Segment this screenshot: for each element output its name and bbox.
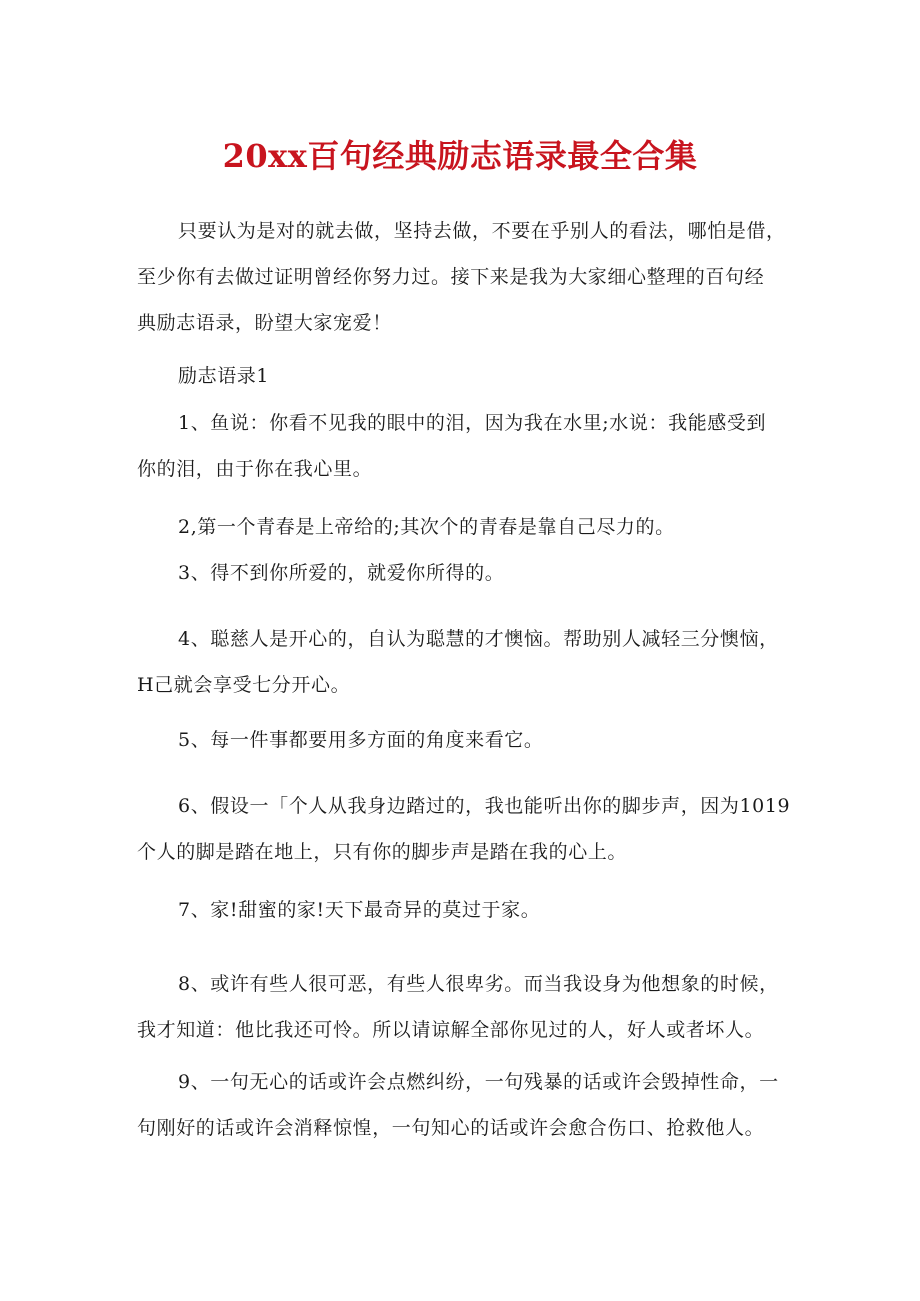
quote-4-line-1: 4、聪慈人是开心的，自认为聪慧的才懊恼。帮助别人减轻三分懊恼，	[178, 628, 779, 650]
intro-paragraph	[137, 213, 787, 341]
quote-9	[137, 1064, 787, 1146]
quote-7-line-1: 7、家!甜蜜的家!天下最奇异的莫过于家。	[178, 899, 541, 921]
quote-7	[137, 892, 787, 928]
intro-line-2: 至少你有去做过证明曾经你努力过。接下来是我为大家细心整理的百句经	[137, 266, 765, 288]
quote-8-line-2: 我才知道：他比我还可怜。所以请谅解全部你见过的人，好人或者坏人。	[137, 1019, 765, 1041]
quote-1-line-2: 你的泪，由于你在我心里。	[137, 458, 373, 480]
intro-line-3: 典励志语录，盼望大家宠爱！	[137, 312, 392, 334]
quote-1	[137, 405, 787, 487]
quote-6	[137, 788, 791, 870]
quote-2	[137, 509, 787, 545]
quote-4	[137, 621, 787, 703]
quote-6-line-1: 6、假设一「个人从我身边踏过的，我也能听出你的脚步声，因为1019	[178, 795, 791, 817]
quote-3	[137, 555, 787, 591]
quote-6-line-2: 个人的脚是踏在地上，只有你的脚步声是踏在我的心上。	[137, 841, 628, 863]
quote-5	[137, 722, 787, 758]
document-title: 20xx百句经典励志语录最全合集	[222, 137, 698, 175]
quote-4-line-2: H己就会享受七分开心。	[137, 674, 351, 696]
quote-9-line-2: 句刚好的话或许会消释惊惶，一句知心的话或许会愈合伤口、抢救他人。	[137, 1117, 765, 1139]
quote-2-line-1: 2,第一个青春是上帝给的;其次个的青春是靠自己尽力的。	[178, 516, 675, 538]
quote-8-line-1: 8、或许有些人很可恶，有些人很卑劣。而当我设身为他想象的时候，	[178, 973, 779, 995]
quote-3-line-1: 3、得不到你所爱的，就爱你所得的。	[178, 562, 505, 584]
section-heading-text: 励志语录1	[178, 365, 270, 387]
quote-8	[137, 966, 787, 1048]
section-heading	[137, 358, 787, 394]
quote-5-line-1: 5、每一件事都要用多方面的角度来看它。	[178, 729, 544, 751]
intro-line-1: 只要认为是对的就去做，坚持去做，不要在乎别人的看法，哪怕是借，	[178, 220, 786, 242]
quote-9-line-1: 9、一句无心的话或许会点燃纠纷，一句残暴的话或许会毁掉性命，一	[178, 1071, 779, 1093]
quote-1-line-1: 1、鱼说：你看不见我的眼中的泪，因为我在水里;水说：我能感受到	[178, 412, 767, 434]
